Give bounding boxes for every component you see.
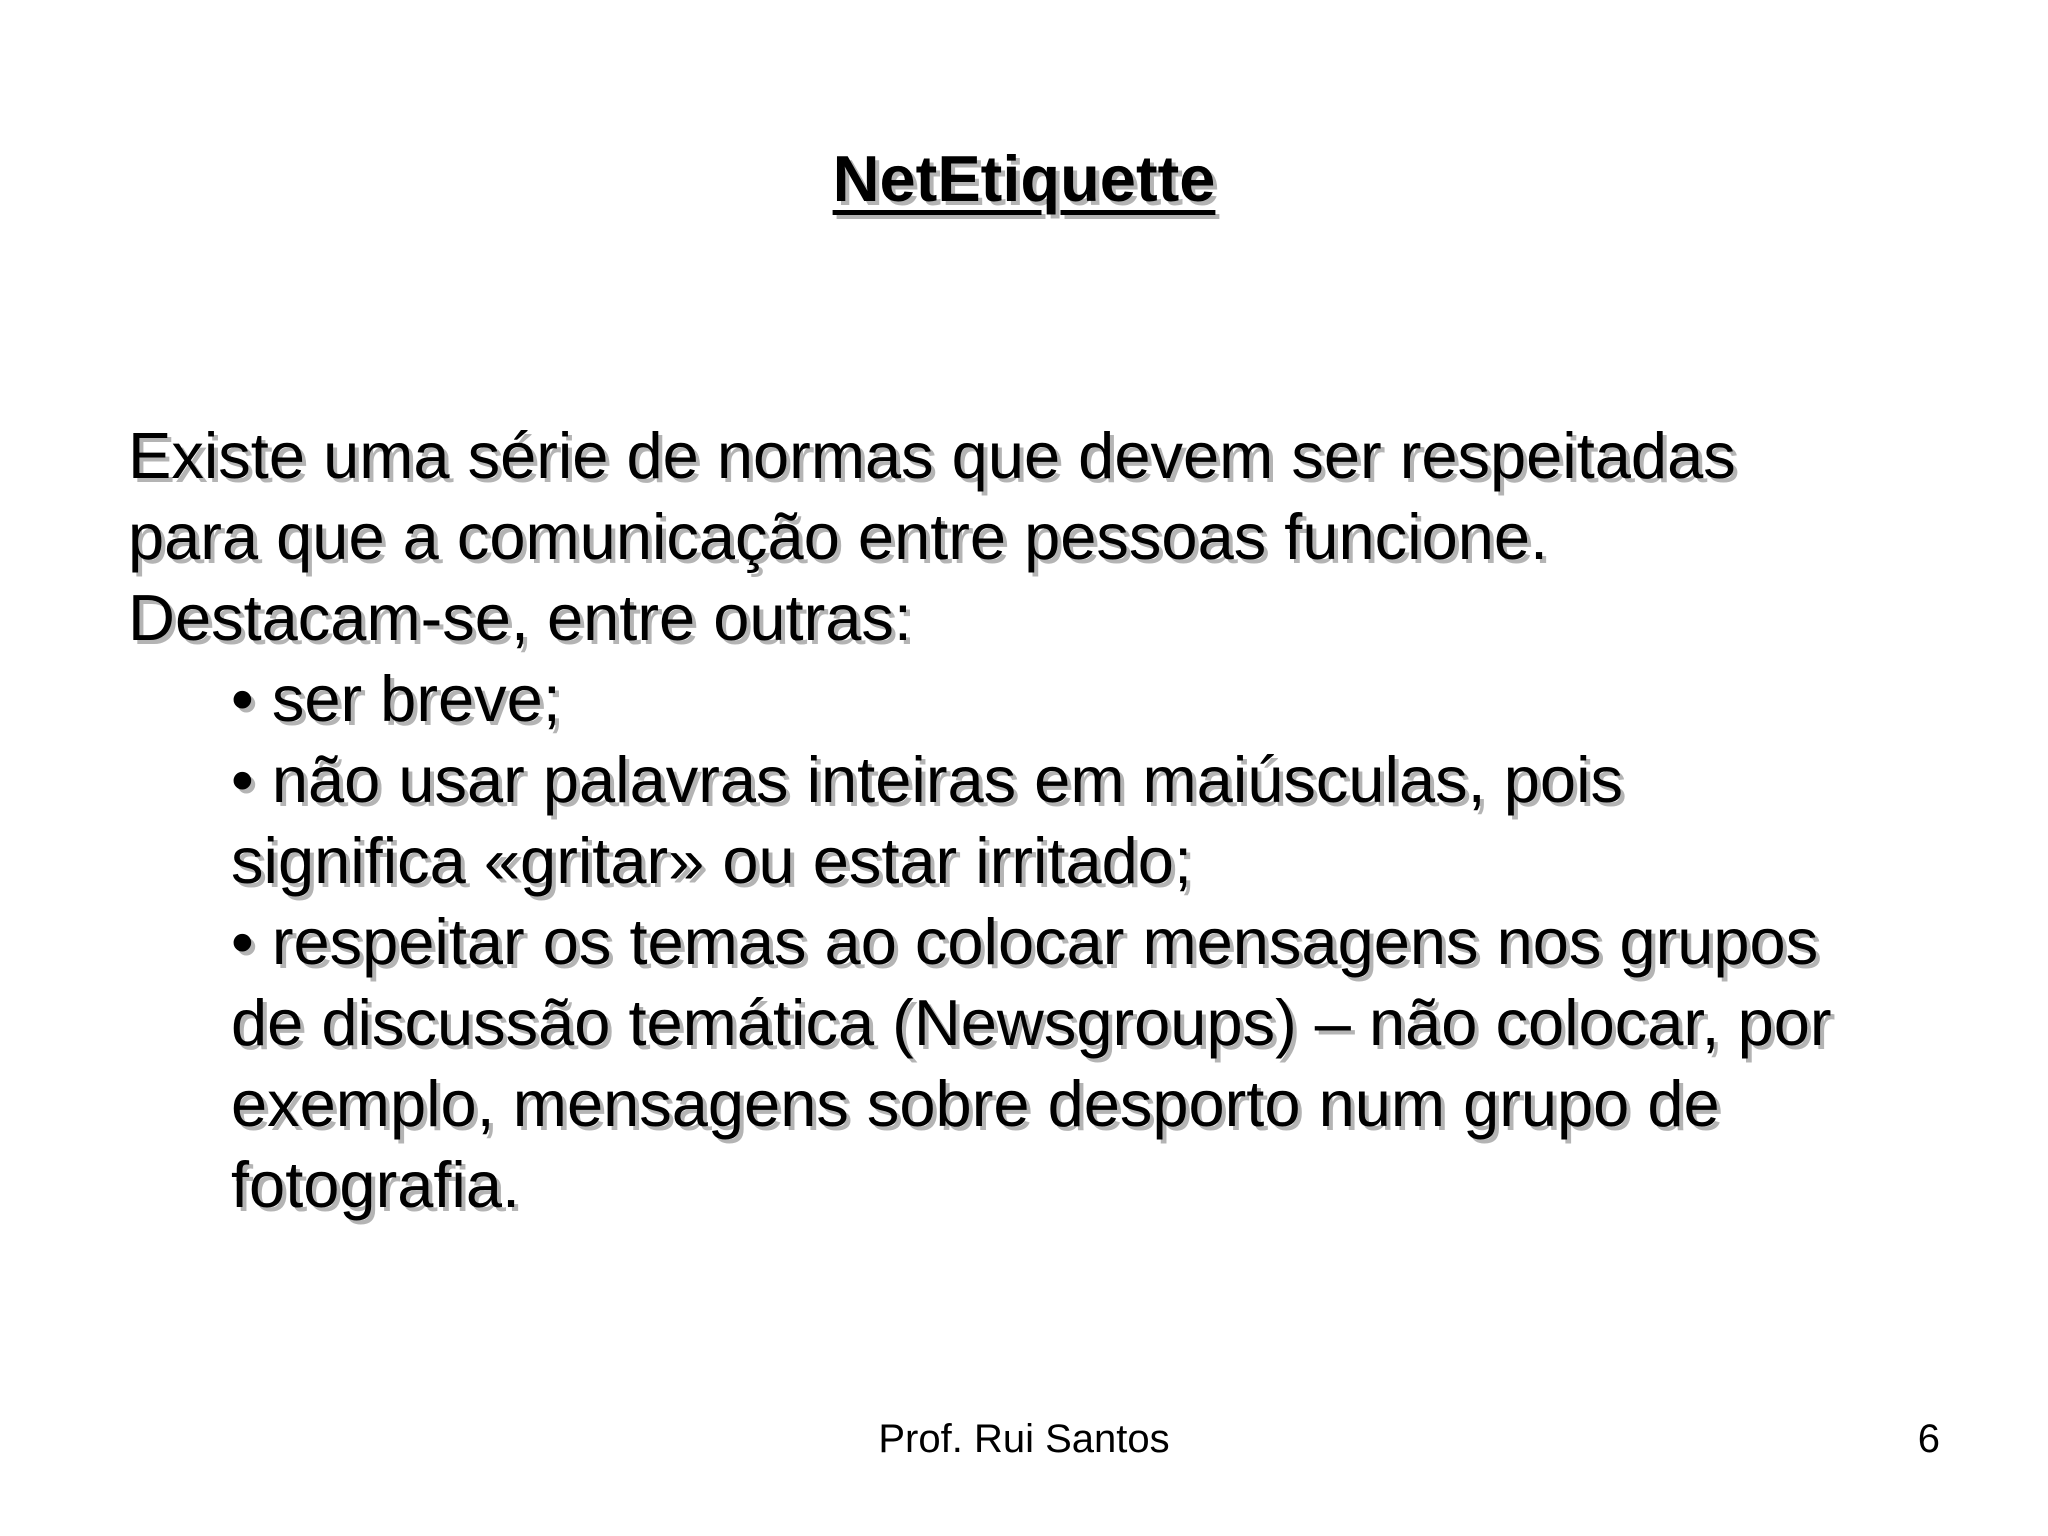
bullet-line: fotografia. (231, 1148, 521, 1221)
bullet-list (128, 658, 1988, 1225)
page-number: 6 (1917, 1417, 1940, 1461)
bullet-line: • não usar palavras inteiras em maiúsculas, pois (231, 743, 1624, 816)
bullet-line: • ser breve; (231, 662, 561, 735)
slide-body (128, 415, 1988, 1225)
footer-author: Prof. Rui Santos (878, 1417, 1170, 1461)
bullet-line: de discussão temática (Newsgroups) – não colocar, por (231, 986, 1832, 1059)
intro-line: para que a comunicação entre pessoas funcione. (128, 500, 1549, 573)
bullet-item-respect-topics (231, 901, 1988, 1225)
bullet-line: significa «gritar» ou estar irritado; (231, 824, 1193, 897)
bullet-item-no-caps (231, 739, 1988, 901)
bullet-line: • respeitar os temas ao colocar mensagens nos grupos (231, 905, 1819, 978)
intro-paragraph (128, 415, 1988, 658)
bullet-item-be-brief (231, 658, 1988, 739)
slide-title: NetEtiquette (832, 142, 1216, 215)
bullet-line: exemplo, mensagens sobre desporto num grupo de (231, 1067, 1720, 1140)
intro-line: Destacam-se, entre outras: (128, 581, 912, 654)
intro-line: Existe uma série de normas que devem ser respeitadas (128, 419, 1736, 492)
